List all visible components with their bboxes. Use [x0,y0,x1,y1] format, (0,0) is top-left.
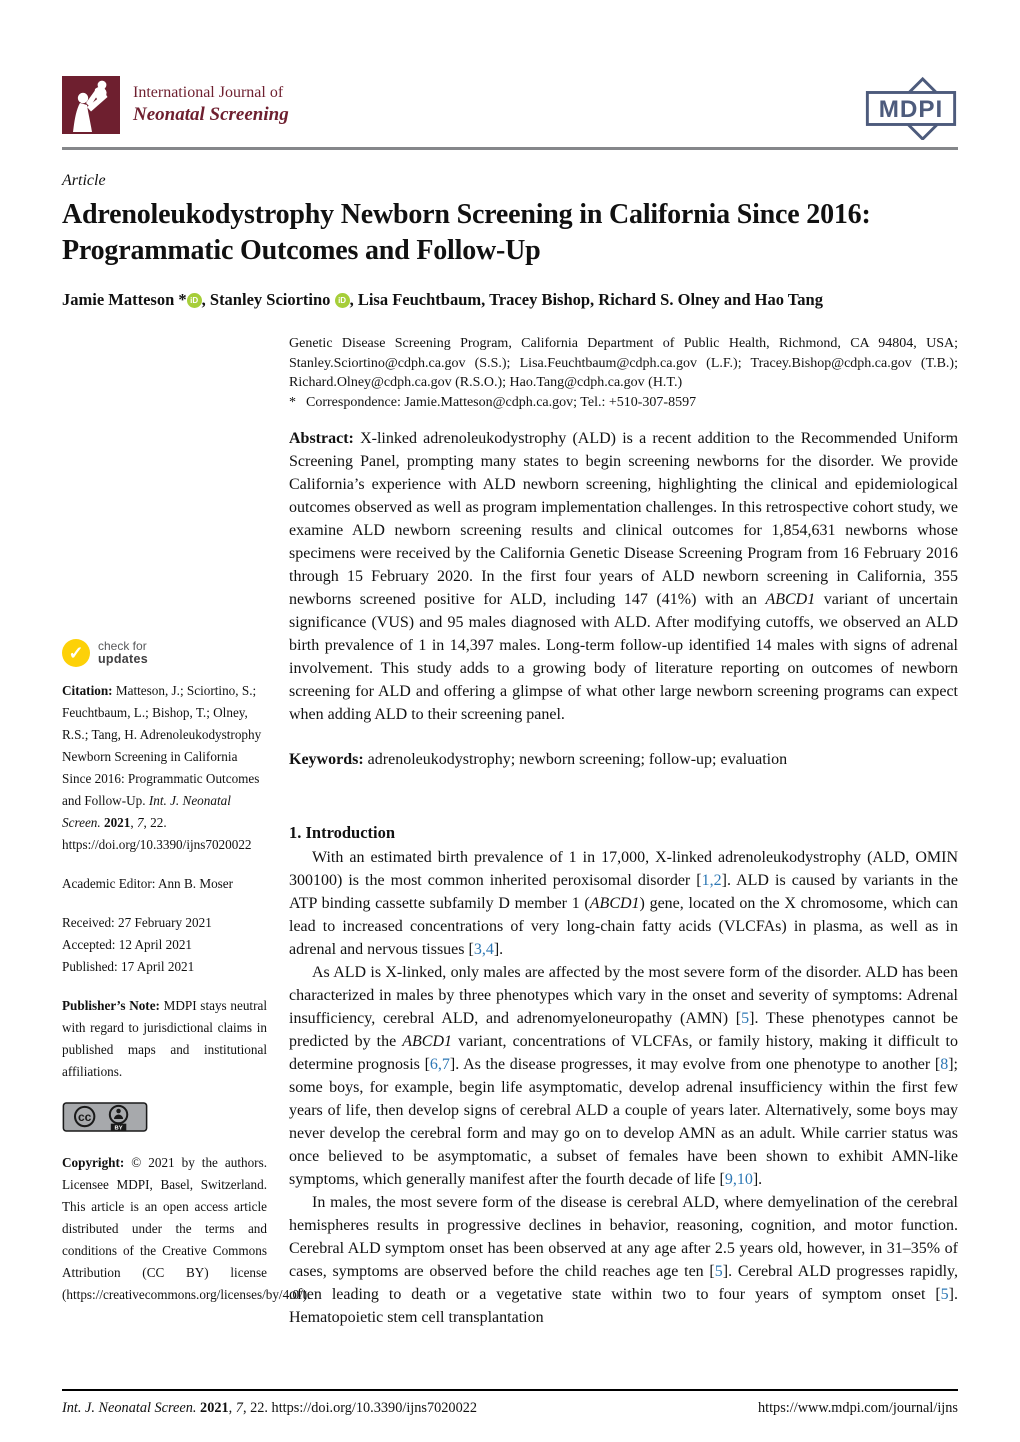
citation-ref[interactable]: 5 [741,1010,750,1027]
citation-ref[interactable]: 6,7 [429,1056,450,1073]
authors-line [62,290,958,310]
intro-paragraph-3: In males, the most severe form of the disease is cerebral ALD, where demyelination of the cerebral hemispheres results in progressive declines in behavior, reasoning, cognition, and motor function. Cerebral ALD symptom onset has been observed at any age after 2.5 years old, however, in 31–35% of cases, symptoms are observed before the child reaches age ten [5]. Cerebral ALD progresses rapidly, often leading to death or a vegetative state within two to four years of symptom onset [5]. Hematopoietic stem cell transplantation [289,1194,958,1326]
gene-name: ABCD1 [402,1033,453,1050]
sidebar [62,334,311,1329]
correspondence-line [289,393,958,413]
gene-name: ABCD1 [589,895,640,912]
header-divider [62,147,958,150]
check-icon: ✓ [62,639,90,667]
citation-ref[interactable]: 5 [940,1286,949,1303]
author-name: , Stanley Sciortino [201,290,335,309]
footer-year: 2021 [200,1400,229,1416]
intro-paragraph-1: With an estimated birth prevalence of 1 in 17,000, X-linked adrenoleukodystrophy (ALD, OMIN 300100) is the most common inherited peroxisomal disorder [1,2]. ALD is caused by variants in the ATP binding cassette subfamily D member 1 (ABCD1) gene, located on the X chromosome, which can lead to increased concentrations of very long-chain fatty acids (VLCFAs) in plasma, as well as in adrenal and nervous tissues [3,4]. [289,849,959,958]
citation-block: Citation: Matteson, J.; Sciortino, S.; Feuchtbaum, L.; Bishop, T.; Olney, R.S.; Tang, H. Adrenoleukodystrophy Newborn Screening in California Since 2016: Programmatic Outcomes and Follow-Up. Int. J. Neonatal Screen. 2021, 7, 22. https://doi.org/10.3390/ijns7020022 [62,683,262,852]
footer-journal-url[interactable]: https://www.mdpi.com/journal/ijns [757,1400,958,1416]
keywords-label: Keywords: [289,751,364,768]
journal-brand [62,76,289,134]
page-header [62,76,958,140]
article-type-label: Article [62,172,106,189]
affiliation: Genetic Disease Screening Program, California Department of Public Health, Richmond, CA 94804, USA; Stanley.Sciortino@cdph.ca.gov (S.S.); Lisa.Feuchtbaum@cdph.ca.gov (L.F.); Tracey.Bishop@cdph.ca.gov (T.B.); Richard.Olney@cdph.ca.gov (R.S.O.); Hao.Tang@cdph.ca.gov (H.T.) [289,336,958,390]
publishers-note-label: Publisher’s Note: [62,998,160,1013]
section-heading-introduction: 1. Introduction [289,823,396,842]
abstract: Abstract: X-linked adrenoleukodystrophy (ALD) is a recent addition to the Recommended Uniform Screening Panel, prompting many states to begin screening newborns for the disorder. We provide California’s experience with ALD newborn screening, highlighting the clinical and epidemiological outcomes observed as well as program implementation challenges. In this retrospective cohort study, we examine ALD newborn screening results and clinical outcomes for 1,854,631 newborns whose specimens were received by the California Genetic Disease Screening Program from 16 February 2016 through 15 February 2020. In the first four years of ALD newborn screening in California, 355 newborns screened positive for ALD, including 147 (41%) with an ABCD1 variant of uncertain significance (VUS) and 95 males diagnosed with ALD. After modifying cutoffs, we observed an ALD birth prevalence of 1 in 14,397 males. Long-term follow-up identified 14 males with signs of adrenal involvement. This study adds to a growing body of literature reporting on outcomes of newborn screening for ALD and offering a glimpse of what other large newborn screening programs can expect when adding ALD to their screening panel. [289,430,959,723]
footer-journal: Int. J. Neonatal Screen. [62,1400,197,1416]
history-dates [62,912,267,978]
journal-logo-icon [62,76,120,134]
main-column [289,334,958,1329]
journal-name-line1: International Journal of [133,84,284,101]
citation-journal: Int. J. Neonatal Screen. [62,793,231,830]
cc-by-badge[interactable] [62,1102,267,1132]
citation-label: Citation: [62,683,113,698]
citation-ref[interactable]: 8 [940,1056,949,1073]
abstract-label: Abstract: [289,430,354,447]
copyright-block: Copyright: © 2021 by the authors. Licensee MDPI, Basel, Switzerland. This article is an open access article distributed under the terms and conditions of the Creative Commons Attribution (CC BY) license (https://creativecommons.org/licenses/by/4.0/). [62,1155,311,1302]
orcid-icon[interactable]: iD [187,293,202,308]
mdpi-logo-text: MDPI [878,96,944,124]
page-footer [62,1389,958,1417]
publishers-note: Publisher’s Note: MDPI stays neutral with regard to jurisdictional claims in published maps and institutional affiliations. [62,998,267,1079]
citation-ref[interactable]: 1,2 [701,872,722,889]
journal-name [133,76,289,126]
published-date: Published: 17 April 2021 [62,959,195,974]
svg-text:cc: cc [77,1109,92,1124]
copyright-label: Copyright: [62,1155,125,1170]
gene-name: ABCD1 [765,591,816,608]
citation-ref[interactable]: 5 [714,1263,723,1280]
citation-volume: 7 [136,815,144,830]
footer-citation: Int. J. Neonatal Screen. 2021, 7, 22. https://doi.org/10.3390/ijns7020022 [62,1400,478,1416]
correspondence-text: Correspondence: Jamie.Matteson@cdph.ca.gov; Tel.: +510-307-8597 [306,394,697,410]
citation-ref[interactable]: 3,4 [473,941,494,958]
academic-editor: Academic Editor: Ann B. Moser [62,876,234,891]
author-name: , Lisa Feuchtbaum, Tracey Bishop, Richard S. Olney and Hao Tang [349,290,823,309]
received-date: Received: 27 February 2021 [62,915,212,930]
citation-year: 2021 [103,815,131,830]
author-name: Jamie Matteson * [62,290,187,309]
page-title: Adrenoleukodystrophy Newborn Screening in California Since 2016: Programmatic Outcomes and Follow-Up [62,199,871,266]
journal-name-line2: Neonatal Screening [133,104,289,125]
footer-divider [62,1389,958,1391]
badge-line1: check for [98,638,147,653]
check-for-updates-badge[interactable] [62,639,267,667]
badge-line2: updates [98,652,149,666]
keywords-text: adrenoleukodystrophy; newborn screening; follow-up; evaluation [367,751,788,768]
intro-paragraph-2: As ALD is X-linked, only males are affected by the most severe form of the disorder. ALD has been characterized in males by three phenotypes which vary in the onset and severity of symptoms: Adrenal insufficiency, cerebral ALD, and adrenomyeloneuropathy (AMN) [5]. These phenotypes cannot be predicted by the ABCD1 variant, concentrations of VLCFAs, or family history, making it difficult to determine prognosis [6,7]. As the disease progresses, it may evolve from one phenotype to another [8]; some boys, for example, begin life asymptomatic, develop adrenal insufficiency within the first few years of life, then develop signs of cerebral ALD a couple of years later. Alternatively, some boys may never develop the cerebral form and may go on to develop AMN as an adult. While carrier status was once believed to be asymptomatic, a subset of females have been shown to exhibit AMN-like symptoms, which generally manifest after the fourth decade of life [9,10]. [289,964,958,1188]
citation-text: Matteson, J.; Sciortino, S.; Feuchtbaum, L.; Bishop, T.; Olney, R.S.; Tang, H. Adrenoleukodystrophy Newborn Screening in California Since 2016: Programmatic Outcomes and Follow-Up. [62,683,262,808]
correspondence-star: * [289,394,296,410]
orcid-icon[interactable]: iD [335,293,350,308]
citation-ref[interactable]: 9,10 [724,1171,753,1188]
footer-doi-link[interactable]: https://doi.org/10.3390/ijns7020022 [271,1400,478,1416]
mdpi-logo [864,76,958,140]
citation-doi-link[interactable]: https://doi.org/10.3390/ijns7020022 [62,837,252,852]
footer-volume: 7 [235,1400,243,1416]
accepted-date: Accepted: 12 April 2021 [62,937,193,952]
keywords [289,748,958,771]
svg-text:BY: BY [114,1125,123,1132]
